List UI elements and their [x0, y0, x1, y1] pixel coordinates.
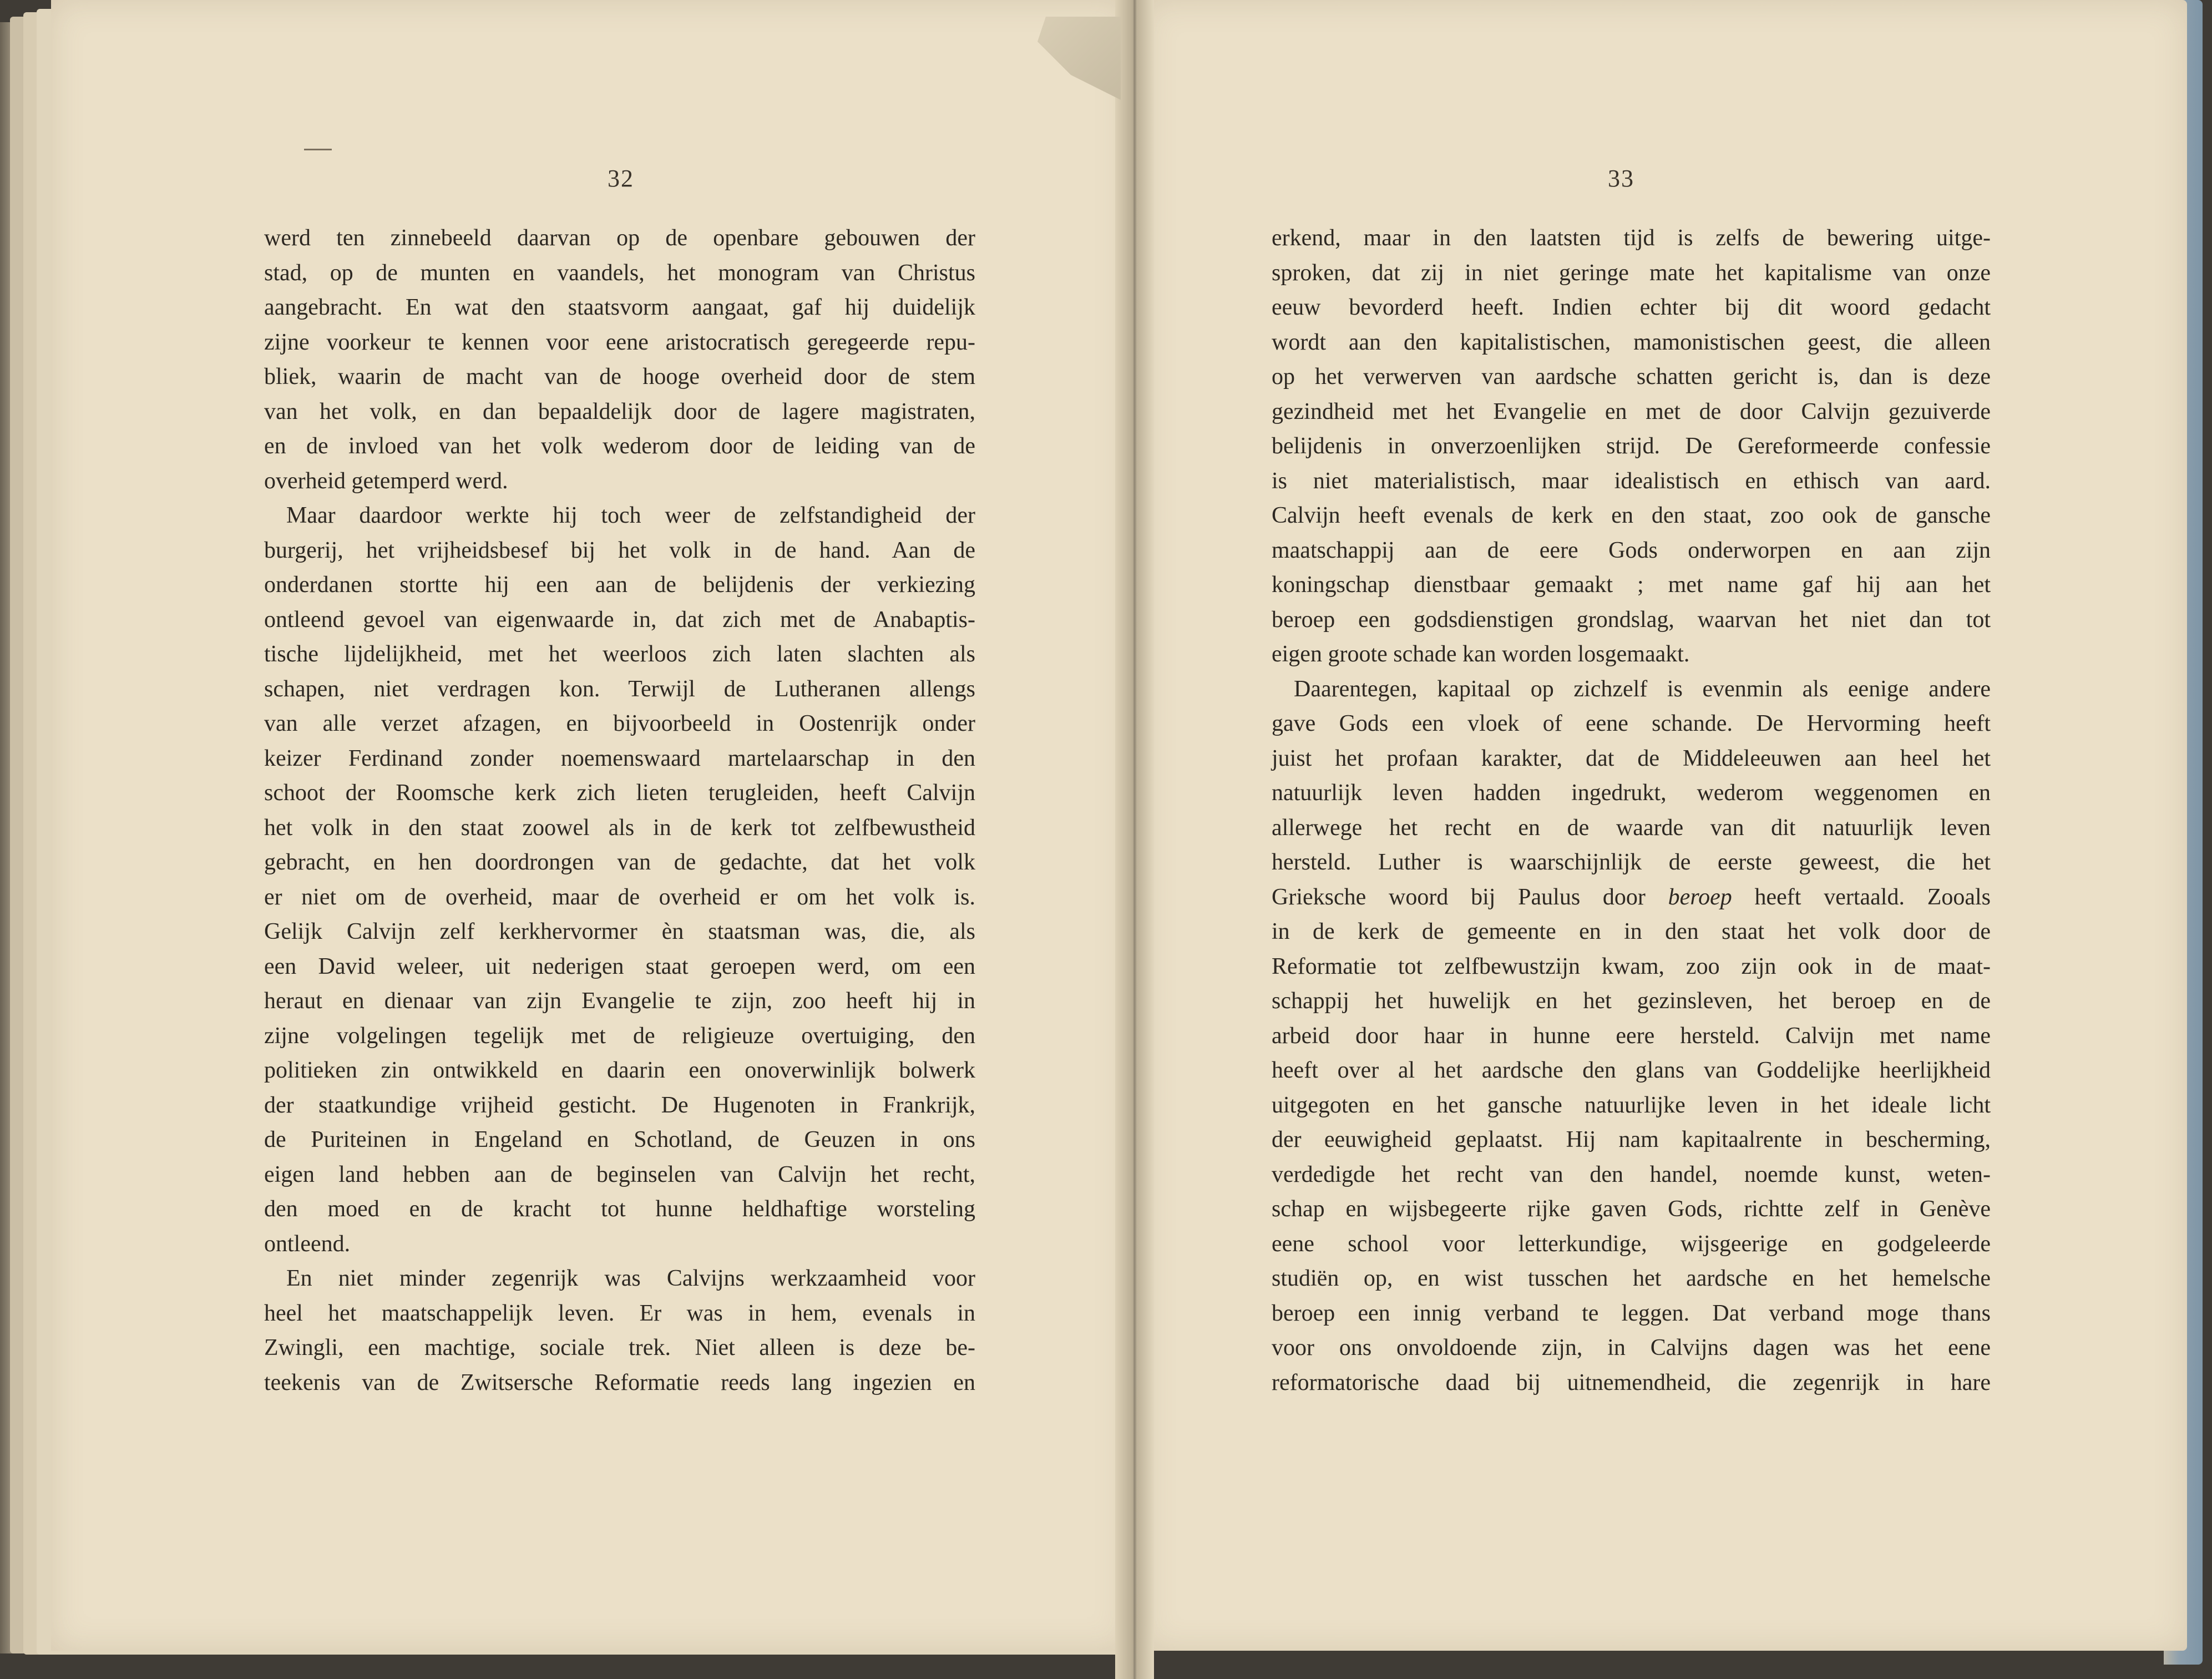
text-segment: Grieksche woord bij Paulus door: [1272, 884, 1668, 910]
text-line: van alle verzet afzagen, en bijvoorbeeld in Oostenrijk onder: [264, 711, 975, 736]
text-line: schap en wijsbegeerte rijke gaven Gods, richtte zelf in Genève: [1272, 1196, 1991, 1222]
text-line: en de invloed van het volk wederom door de leiding van de: [264, 433, 975, 459]
text-line: Reformatie tot zelfbewustzijn kwam, zoo zijn ook in de maat-: [1272, 953, 1991, 979]
text-line: burgerij, het vrijheidsbesef bij het volk in de hand. Aan de: [264, 537, 975, 563]
text-line: op het verwerven van aardsche schatten gericht is, dan is deze: [1272, 364, 1991, 390]
text-line: Calvijn heeft evenals de kerk en den staat, zoo ook de gansche: [1272, 503, 1991, 528]
text-line: stad, op de munten en vaandels, het monogram van Christus: [264, 260, 975, 286]
text-line: studiën op, en wist tusschen het aardsche en het hemelsche: [1272, 1266, 1991, 1291]
text-line: eene school voor letterkundige, wijsgeerige en godgeleerde: [1272, 1231, 1991, 1257]
text-line: zijne volgelingen tegelijk met de religieuze overtuiging, den: [264, 1023, 975, 1049]
text-line: overheid getemperd werd.: [264, 468, 508, 494]
text-line: [1272, 880, 1991, 915]
text-line: heraut en dienaar van zijn Evangelie te zijn, zoo heeft hij in: [264, 988, 975, 1014]
text-line: Maar daardoor werkte hij toch weer de zelfstandigheid der: [286, 503, 975, 528]
text-segment: heeft vertaald. Zooals: [1732, 884, 1991, 910]
text-line: heel het maatschappelijk leven. Er was in hem, evenals in: [264, 1300, 975, 1326]
text-line: beroep een godsdienstigen grondslag, waarvan het niet dan tot: [1272, 606, 1991, 633]
page-number-left: 32: [608, 165, 634, 192]
text-line: eeuw bevorderd heeft. Indien echter bij dit woord gedacht: [1272, 295, 1991, 320]
text-line: ontleend gevoel van eigenwaarde in, dat zich met de Anabaptis-: [264, 606, 975, 633]
text-line: wordt aan den kapitalistischen, mamonistischen geest, die alleen: [1272, 329, 1991, 355]
text-line: hersteld. Luther is waarschijnlijk de eerste geweest, die het: [1272, 849, 1991, 875]
text-line: schappij het huwelijk en het gezinsleven, het beroep en de: [1272, 988, 1991, 1014]
text-line: maatschappij aan de eere Gods onderworpen en aan zijn: [1272, 537, 1991, 563]
text-line: eigen land hebben aan de beginselen van Calvijn het recht,: [264, 1161, 975, 1187]
text-line: sproken, dat zij in niet geringe mate het kapitalisme van onze: [1272, 260, 1991, 286]
text-line: voor ons onvoldoende zijn, in Calvijns dagen was het eene: [1272, 1335, 1991, 1361]
text-line: der eeuwigheid geplaatst. Hij nam kapitaalrente in bescherming,: [1272, 1127, 1991, 1152]
text-line: gebracht, en hen doordrongen van de gedachte, dat het volk: [264, 849, 975, 875]
text-line: aangebracht. En wat den staatsvorm aangaat, gaf hij duidelijk: [264, 295, 975, 320]
italic-word: beroep: [1668, 884, 1732, 910]
text-line: keizer Ferdinand zonder noemenswaard martelaarschap in den: [264, 745, 975, 771]
text-line: koningschap dienstbaar gemaakt ; met name gaf hij aan het: [1272, 572, 1991, 598]
text-line: heeft over al het aardsche den glans van Goddelijke heerlijkheid: [1272, 1058, 1991, 1083]
text-line: gezindheid met het Evangelie en met de door Calvijn gezuiverde: [1272, 398, 1991, 424]
text-line: ontleend.: [264, 1231, 351, 1257]
text-line: onderdanen stortte hij een aan de belijdenis der verkiezing: [264, 572, 975, 598]
book-gutter: [1115, 0, 1154, 1679]
text-line: belijdenis in onverzoenlijken strijd. De Gereformeerde confessie: [1272, 433, 1991, 459]
text-line: uitgegoten en het gansche natuurlijke leven in het ideale licht: [1272, 1092, 1991, 1118]
text-line: werd ten zinnebeeld daarvan op de openbare gebouwen der: [264, 225, 975, 251]
text-line: En niet minder zegenrijk was Calvijns werkzaamheid voor: [286, 1266, 975, 1291]
text-line: Zwingli, een machtige, sociale trek. Niet alleen is deze be-: [264, 1335, 975, 1361]
text-line: het volk in den staat zoowel als in de kerk tot zelfbewustheid: [264, 815, 975, 841]
text-line: juist het profaan karakter, dat de Middeleeuwen aan heel het: [1272, 745, 1991, 771]
left-page-text: [264, 221, 975, 1400]
text-line: allerwege het recht en de waarde van dit natuurlijk leven: [1272, 815, 1991, 841]
text-line: gave Gods een vloek of eene schande. De Hervorming heeft: [1272, 711, 1991, 736]
text-line: den moed en de kracht tot hunne heldhaftige worsteling: [264, 1196, 975, 1222]
text-line: Daarentegen, kapitaal op zichzelf is evenmin als eenige andere: [1294, 676, 1991, 702]
text-line: in de kerk de gemeente en in den staat het volk door de: [1272, 919, 1991, 944]
text-line: reformatorische daad bij uitnemendheid, die zegenrijk in hare: [1272, 1369, 1991, 1395]
text-line: schoot der Roomsche kerk zich lieten terugleiden, heeft Calvijn: [264, 780, 975, 806]
text-line: zijne voorkeur te kennen voor eene aristocratisch geregeerde repu-: [264, 329, 975, 355]
text-line: bliek, waarin de macht van de hooge overheid door de stem: [264, 364, 975, 390]
text-line: teekenis van de Zwitsersche Reformatie reeds lang ingezien en: [264, 1369, 975, 1395]
right-page-text: [1272, 221, 1991, 1400]
text-line: politieken zin ontwikkeld en daarin een onoverwinlijk bolwerk: [264, 1058, 975, 1083]
text-line: natuurlijk leven hadden ingedrukt, wederom weggenomen en: [1272, 780, 1991, 806]
page-number-right: 33: [1608, 165, 1634, 192]
text-line: van het volk, en dan bepaaldelijk door de lagere magistraten,: [264, 398, 975, 424]
text-line: schapen, niet verdragen kon. Terwijl de Lutheranen allengs: [264, 676, 975, 702]
text-line: tische lijdelijkheid, met het weerloos zich laten slachten als: [264, 641, 975, 667]
text-line: verdedigde het recht van den handel, noemde kunst, weten-: [1272, 1161, 1991, 1187]
text-line: arbeid door haar in hunne eere hersteld. Calvijn met name: [1272, 1023, 1991, 1049]
text-line: is niet materialistisch, maar idealistisch en ethisch van aard.: [1272, 468, 1991, 494]
pencil-mark: [304, 149, 332, 150]
text-line: een David weleer, uit nederigen staat geroepen werd, om een: [264, 953, 975, 979]
text-line: de Puriteinen in Engeland en Schotland, de Geuzen in ons: [264, 1127, 975, 1152]
text-line: er niet om de overheid, maar de overheid er om het volk is.: [264, 884, 975, 910]
text-line: Gelijk Calvijn zelf kerkhervormer èn staatsman was, die, als: [264, 919, 975, 944]
text-line: erkend, maar in den laatsten tijd is zelfs de bewering uitge-: [1272, 225, 1991, 251]
text-line: der staatkundige vrijheid gesticht. De Hugenoten in Frankrijk,: [264, 1092, 975, 1118]
text-line: beroep een innig verband te leggen. Dat verband moge thans: [1272, 1300, 1991, 1326]
text-line: eigen groote schade kan worden losgemaakt.: [1272, 641, 1690, 667]
